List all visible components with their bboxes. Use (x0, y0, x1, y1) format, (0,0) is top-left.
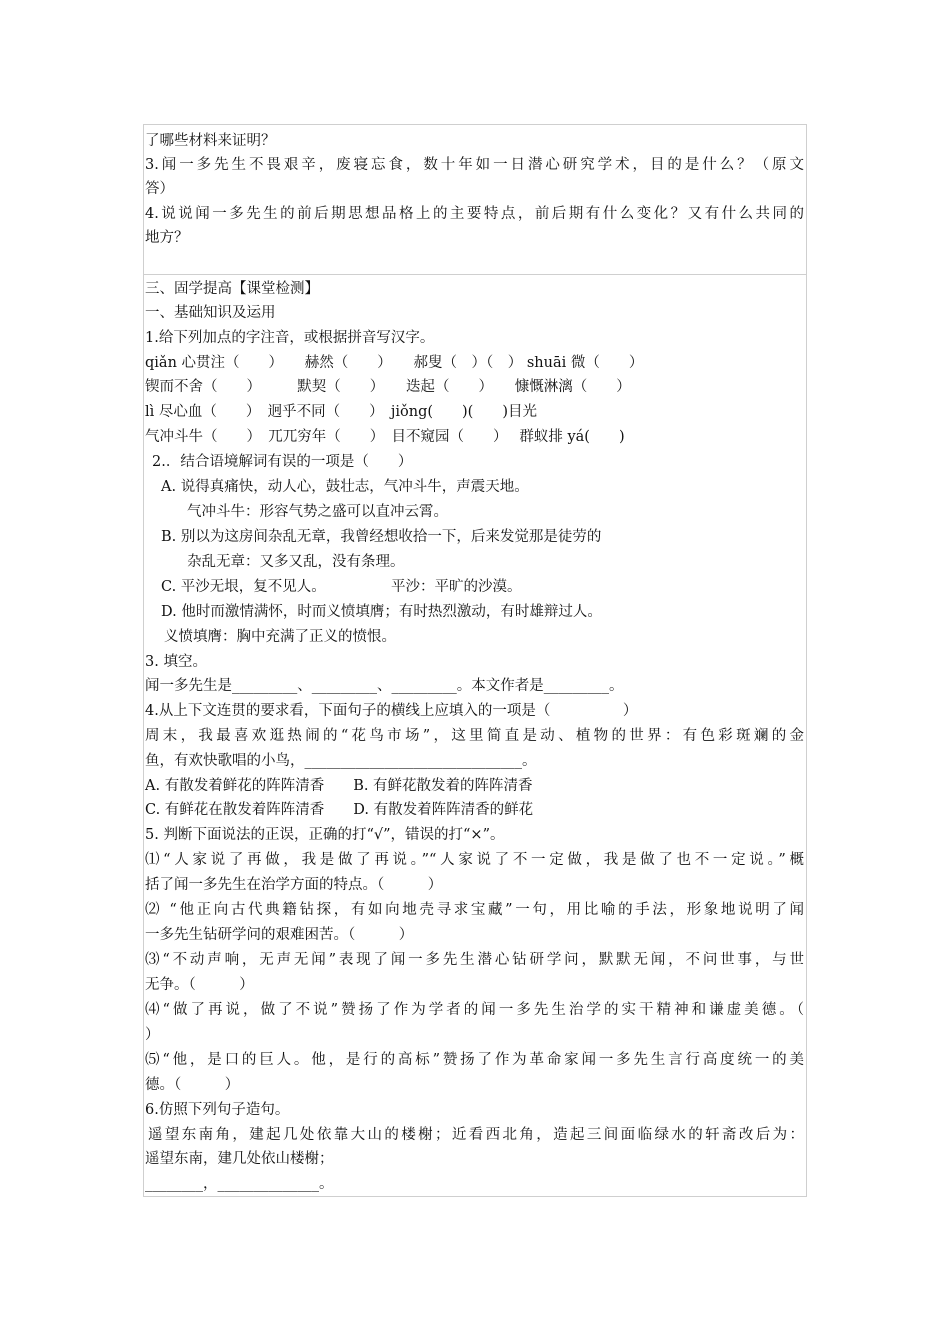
q6-revised: 遥望东南，建几处依山楼榭； (145, 1151, 334, 1167)
q6-title: 6.仿照下列句子造句。 (145, 1102, 290, 1118)
q2-option-a-note: 气冲斗牛：形容气势之盛可以直冲云霄。 (187, 504, 448, 520)
question-4-line-2: 地方？ (145, 230, 189, 246)
q6-answer-blanks: ________，______________。 (145, 1176, 334, 1192)
q2-option-b: B. 别以为这房间杂乱无章，我曾经想收拾一下，后来发觉那是徒劳的 (161, 529, 602, 545)
q1-row-3: lì 尽心血（ ） 迥乎不同（ ） jiǒng( )( )目光 (145, 404, 537, 420)
q2-option-d: D. 他时而激情满怀，时而义愤填膺；有时热烈激动，有时雄辩过人。 (161, 604, 602, 620)
q5-item-2-line-2: 一多先生钻研学问的艰难困苦。（ ） (145, 927, 414, 943)
q2-option-b-note: 杂乱无章：又多又乱，没有条理。 (187, 554, 405, 570)
q1-row-4: 气冲斗牛（ ） 兀兀穷年（ ） 目不窥园（ ） 群蚁排 yá( ) (145, 429, 625, 445)
q5-item-3-line-2: 无争。（ ） (145, 977, 254, 993)
q4-passage-line-1: 周末，我最喜欢逛热闹的“花鸟市场”，这里简直是动、植物的世界：有色彩斑斓的金 (145, 728, 804, 744)
q4-options-ab: A. 有散发着鲜花的阵阵清香 B. 有鲜花散发着的阵阵清香 (145, 778, 533, 794)
q5-item-5-line-2: 德。（ ） (145, 1077, 240, 1093)
q2-option-c: C. 平沙无垠，复不见人。 平沙：平旷的沙漠。 (161, 579, 522, 595)
q2-title: 2.．结合语境解词有误的一项是（ ） (152, 454, 413, 470)
q1-row-1: qiǎn 心贯注（ ） 赫然（ ） 郝叟（ ）（ ） shuāi 微（ ） (145, 355, 644, 371)
q2-option-a: A. 说得真痛快，动人心，鼓壮志，气冲斗牛，声震天地。 (161, 479, 529, 495)
section-heading: 三、固学提高【课堂检测】 (145, 281, 319, 297)
q4-title: 4.从上下文连贯的要求看，下面句子的横线上应填入的一项是（ ） (145, 703, 638, 719)
question-3-line-2: 答） (145, 181, 174, 197)
text-line: 了哪些材料来证明？ (145, 133, 276, 149)
q5-item-3-line-1: ⑶“不动声响，无声无闻”表现了闻一多先生潜心钻研学问，默默无闻，不问世事，与世 (145, 952, 804, 968)
q1-row-2: 锲而不舍（ ） 默契（ ） 迭起（ ） 慷慨淋漓（ ） (145, 379, 631, 395)
q5-item-1-line-1: ⑴“人家说了再做，我是做了再说。”“人家说了不一定做，我是做了也不一定说。”概 (145, 852, 804, 868)
q1-title: 1.给下列加点的字注音，或根据拼音写汉字。 (145, 330, 435, 346)
class-test-box (143, 274, 807, 1197)
q5-title: 5. 判断下面说法的正误，正确的打“√”，错误的打“×”。 (145, 827, 505, 843)
q3-title: 3. 填空。 (145, 654, 207, 670)
q6-example: 遥望东南角，建起几处依靠大山的楼榭；近看西北角，造起三间面临绿水的轩斋改后为： (148, 1127, 804, 1143)
q3-content: 闻一多先生是_________、_________、_________。本文作者是_________。 (145, 678, 624, 694)
q5-item-4-line-1: ⑷“做了再说，做了不说”赞扬了作为学者的闻一多先生治学的实干精神和谦虚美德。（ (145, 1002, 804, 1018)
questions-top-box (143, 124, 807, 275)
q4-options-cd: C. 有鲜花在散发着阵阵清香 D. 有散发着阵阵清香的鲜花 (145, 802, 534, 818)
q5-item-4-line-2: ） (145, 1027, 160, 1043)
q4-passage-line-2: 鱼，有欢快歌唱的小鸟，______________________________。 (145, 753, 537, 769)
q5-item-5-line-1: ⑸“他，是口的巨人。他，是行的高标”赞扬了作为革命家闻一多先生言行高度统一的美 (145, 1052, 804, 1068)
q5-item-1-line-2: 括了闻一多先生在治学方面的特点。（ ） (145, 877, 443, 893)
part-1-heading: 一、基础知识及运用 (145, 305, 276, 321)
question-3-line-1: 3.闻一多先生不畏艰辛，废寝忘食，数十年如一日潜心研究学术，目的是什么？（原文 (145, 157, 804, 173)
question-4-line-1: 4.说说闻一多先生的前后期思想品格上的主要特点，前后期有什么变化？又有什么共同的 (145, 206, 804, 222)
q2-option-d-note: 义愤填膺：胸中充满了正义的愤恨。 (164, 629, 396, 645)
q5-item-2-line-1: ⑵ “他正向古代典籍钻探，有如向地壳寻求宝藏”一句，用比喻的手法，形象地说明了闻 (145, 902, 804, 918)
